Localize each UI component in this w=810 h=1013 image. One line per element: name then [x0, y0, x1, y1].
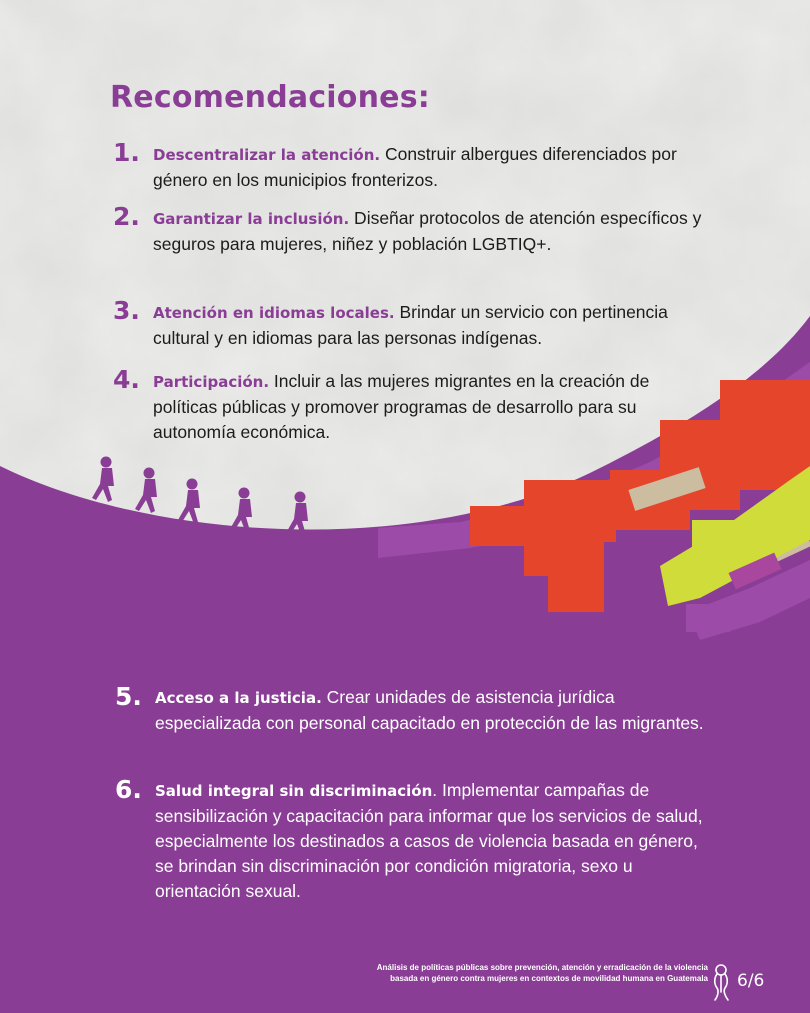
recommendation-body — [153, 369, 713, 445]
recommendation-text: Incluir a las mujeres migrantes en la creación de políticas públicas y promover programas de desarrollo para su autonomía económica. — [153, 371, 650, 442]
recommendation-text: Crear unidades de asistencia jurídica especializada con personal capacitado en protección de las migrantes. — [155, 687, 704, 733]
logo-woman-icon — [708, 962, 734, 1002]
footer-citation — [0, 962, 708, 984]
footer-line-2 — [0, 973, 708, 984]
walking-woman-icon — [230, 488, 252, 534]
footer-line-2-emphasis: contextos de movilidad humana en Guatemala — [531, 974, 708, 983]
recommendation-body — [153, 300, 713, 351]
recommendation-4 — [113, 365, 713, 445]
recommendation-number: 6. — [115, 775, 142, 804]
walking-woman-icon — [178, 479, 200, 525]
recommendation-text: Construir albergues diferenciados por género en los municipios fronterizos. — [153, 144, 677, 190]
recommendation-number: 1. — [113, 138, 140, 167]
recommendation-2 — [113, 202, 713, 257]
recommendation-number: 3. — [113, 296, 140, 325]
recommendation-text: Diseñar protocolos de atención específicos y seguros para mujeres, niñez y población LGBTIQ+. — [153, 208, 702, 254]
recommendation-1 — [113, 138, 713, 193]
recommendation-number: 5. — [115, 682, 142, 711]
recommendation-number: 4. — [113, 365, 140, 394]
recommendation-text: Brindar un servicio con pertinencia cultural y en idiomas para las personas indígenas. — [153, 302, 668, 348]
recommendation-lead: Descentralizar la atención. — [153, 146, 381, 164]
page-number: 6/6 — [737, 971, 765, 991]
recommendation-number: 2. — [113, 202, 140, 231]
recommendation-lead: Salud integral sin discriminación — [155, 782, 433, 800]
recommendation-body — [153, 142, 713, 193]
footer-line-2-text: basada en género contra mujeres en — [390, 974, 532, 983]
recommendation-6 — [115, 775, 715, 904]
recommendation-lead: Acceso a la justicia. — [155, 689, 322, 707]
walking-woman-icon — [135, 468, 157, 514]
footer-line-1: Análisis de políticas públicas sobre prevención, atención y erradicación de la violencia — [376, 963, 708, 972]
recommendation-text: . Implementar campañas de sensibilización y capacitación para informar que los servicios de salud, especialmente los destinados a casos de violencia basada en género, se brindan sin discriminación por condición migratoria, sexo u orientación sexual. — [155, 780, 703, 901]
page-title: Recomendaciones: — [110, 80, 430, 115]
recommendation-3 — [113, 296, 713, 351]
recommendation-lead: Atención en idiomas locales. — [153, 304, 395, 322]
recommendation-body — [155, 778, 715, 904]
walking-woman-icon — [92, 457, 114, 503]
recommendation-body — [155, 685, 715, 736]
recommendation-body — [153, 206, 713, 257]
recommendation-5 — [115, 682, 715, 736]
recommendation-lead: Garantizar la inclusión. — [153, 210, 350, 228]
recommendation-lead: Participación. — [153, 373, 270, 391]
